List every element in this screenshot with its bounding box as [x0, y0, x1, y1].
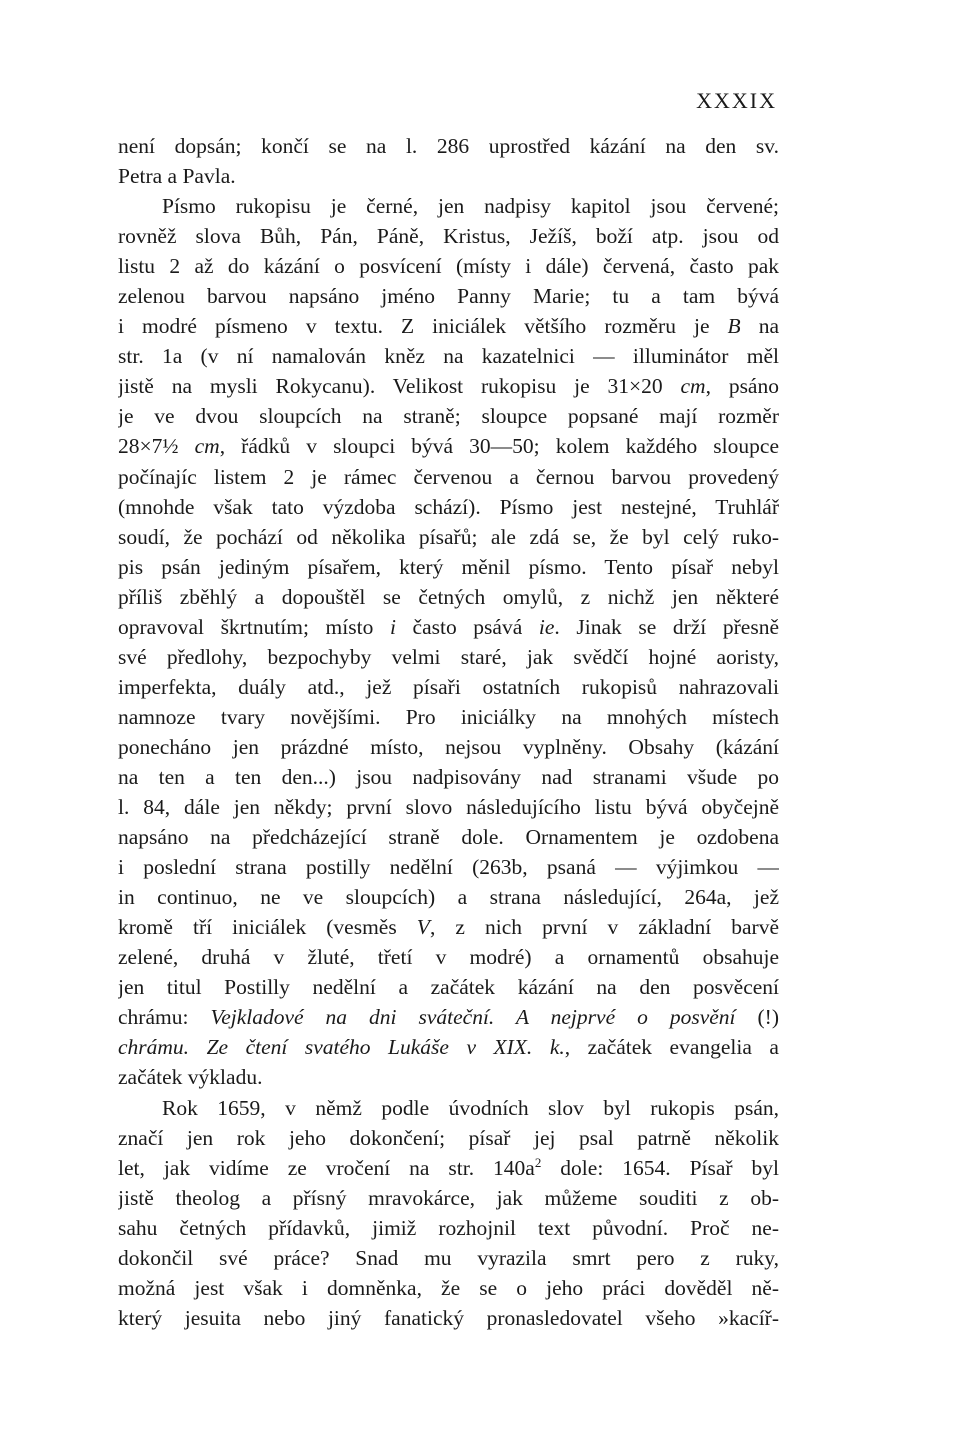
text-line: sahu četných přídavků, jimiž rozhojnil text původní. Proč ne-	[118, 1215, 779, 1240]
text-line: zelenou barvou napsáno jméno Panny Marie; tu a tam bývá	[118, 284, 779, 309]
text-line: i modré písmeno v textu. Z iniciálek většího rozměru je B na	[118, 314, 779, 339]
text-line: je ve dvou sloupcích na straně; sloupce popsané mají rozměr	[118, 404, 779, 429]
text-line: své předlohy, bezpochyby velmi staré, jak svědčí hojné aoristy,	[118, 644, 779, 669]
text-line: pis psán jediným písařem, který měnil písmo. Tento písař nebyl	[118, 554, 779, 579]
text-line: i poslední strana postilly nedělní (263b, psaná — výjimkou —	[118, 855, 779, 880]
text-line: zelené, druhá v žluté, třetí v modré) a ornamentů obsahuje	[118, 945, 779, 970]
text-line: l. 84, dále jen někdy; první slovo následujícího listu bývá obyčejně	[118, 795, 779, 820]
text-line: rovněž slova Bůh, Pán, Páně, Kristus, Ježíš, boží atp. jsou od	[118, 224, 779, 249]
text-line: namnoze tvary novějšími. Pro iniciálky na mnohých místech	[118, 704, 779, 729]
text-line: napsáno na předcházející straně dole. Ornamentem je ozdobena	[118, 825, 779, 850]
italic-text: cm	[194, 434, 220, 459]
text-line: možná jest však i domněnka, že se o jeho práci dověděl ně-	[118, 1275, 779, 1300]
text-line: značí jen rok jeho dokončení; písař jej psal patrně několik	[118, 1125, 779, 1150]
text-line: na ten a ten den...) jsou nadpisovány nad stranami všude po	[118, 764, 779, 789]
text-line: listu 2 až do kázání o posvícení (místy i dále) červená, často pak	[118, 254, 779, 279]
text-line: jen titul Postilly nedělní a začátek kázání na den posvěcení	[118, 975, 779, 1000]
text-line: počínajíc listem 2 je rámec červenou a černou barvou provedený	[118, 464, 779, 489]
text-line: ponecháno jen prázdné místo, nejsou vyplněny. Obsahy (kázání	[118, 734, 779, 759]
text-line: chrámu: Vejkladové na dni sváteční. A nejprvé o posvění (!)	[118, 1005, 779, 1030]
superscript: 2	[534, 1154, 542, 1170]
italic-text: V	[416, 915, 430, 940]
text-line: není dopsán; končí se na l. 286 uprostřed kázání na den sv.	[118, 134, 779, 158]
text-line: Písmo rukopisu je černé, jen nadpisy kapitol jsou červené;	[162, 194, 779, 219]
text-line: imperfekta, duály atd., jež písaři ostatních rukopisů nahrazovali	[118, 674, 779, 699]
italic-text: B	[727, 314, 741, 339]
italic-text: ie	[538, 614, 555, 639]
text-line: dokončil své práce? Snad mu vyrazila smrt pero z ruky,	[118, 1245, 779, 1270]
body-text	[118, 131, 779, 1333]
text-line: Rok 1659, v němž podle úvodních slov byl rukopis psán,	[162, 1095, 779, 1120]
text-line: začátek výkladu.	[118, 1065, 263, 1090]
italic-text: chrámu. Ze čtení svatého Lukáše v XIX. k.	[118, 1035, 565, 1060]
italic-text: cm	[680, 374, 706, 399]
text-line: in continuo, ne ve sloupcích) a strana následující, 264a, jež	[118, 885, 779, 910]
text-line: jistě na mysli Rokycanu). Velikost rukopisu je 31×20 cm, psáno	[118, 374, 779, 399]
text-line: str. 1a (v ní namalován kněz na kazatelnici — illuminátor měl	[118, 344, 779, 369]
text-line: kromě tří iniciálek (vesměs V, z nich první v základní barvě	[118, 915, 779, 940]
text-line: let, jak vidíme ze vročení na str. $140a^2$ dole: 1654. Písař byl	[118, 1154, 779, 1180]
text-line: který jesuita nebo jiný fanatický pronasledovatel všeho »kacíř-	[118, 1305, 779, 1330]
text-line: (mnohde však tato výzdoba schází). Písmo jest nestejné, Truhlář	[118, 494, 779, 519]
text-line: příliš zběhlý a dopouštěl se četných omylů, z nichž jen některé	[118, 584, 779, 609]
text-line: chrámu. Ze čtení svatého Lukáše v XIX. k., začátek evangelia a	[118, 1035, 779, 1060]
text-line: opravoval škrtnutím; místo i často psává ie. Jinak se drží přesně	[118, 614, 779, 639]
text-line: Petra a Pavla.	[118, 164, 236, 189]
text-line: jistě theolog a přísný mravokárce, jak můžeme souditi z ob-	[118, 1185, 779, 1210]
italic-text: i	[389, 614, 396, 639]
text-line: soudí, že pochází od několika písařů; ale zdá se, že byl celý ruko-	[118, 524, 779, 549]
text-line: 28×7½ cm, řádků v sloupci bývá 30—50; kolem každého sloupce	[118, 434, 779, 459]
page-number: XXXIX	[696, 88, 777, 113]
italic-text: Vejkladové na dni sváteční. A nejprvé o posvění	[210, 1005, 736, 1030]
